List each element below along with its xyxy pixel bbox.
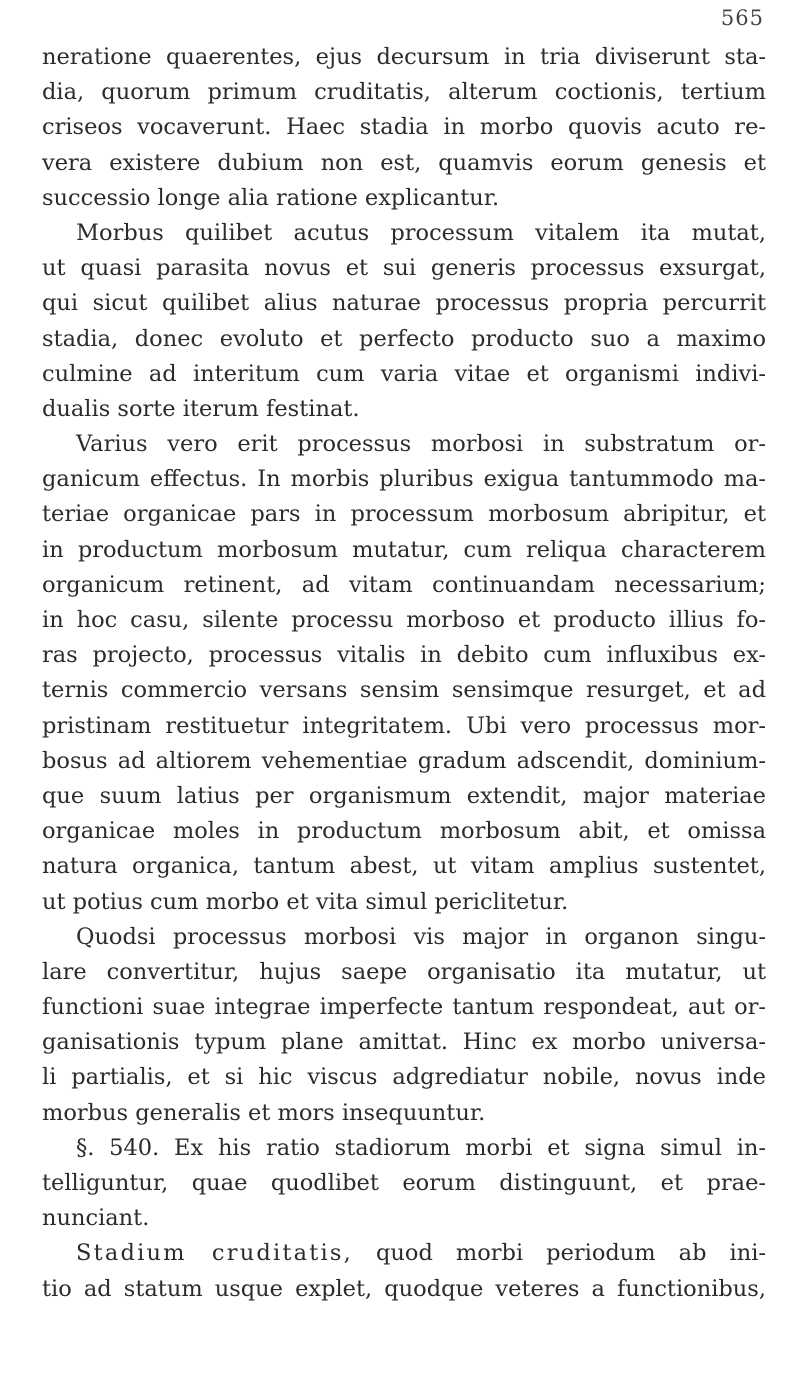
text-line: telliguntur, quae quodlibet eorum distinguunt, et prae- — [42, 1170, 766, 1196]
text-line: organicum retinent, ad vitam continuandam necessarium; — [42, 571, 766, 598]
text-line: que suum latius per organismum extendit, major materiae — [42, 782, 766, 809]
text-line: ras projecto, processus vitalis in debito cum influxibus ex- — [42, 642, 766, 669]
text-line: ternis commercio versans sensim sensimque resurget, et ad — [42, 677, 766, 704]
text-line: ut quasi parasita novus et sui generis processus exsurgat, — [42, 255, 766, 282]
text-line: pristinam restituetur integritatem. Ubi vero processus mor- — [42, 712, 766, 739]
paragraph-start-line: Quodsi processus morbosi vis major in organon singu- — [76, 923, 766, 950]
text-line: in productum morbosum mutatur, cum reliqua characterem — [42, 536, 766, 563]
text-line: bosus ad altiorem vehementiae gradum adscendit, dominium- — [42, 747, 766, 774]
body-text — [42, 40, 766, 1307]
text-line: culmine ad interitum cum varia vitae et organismi indivi- — [42, 360, 766, 387]
text-line: dia, quorum primum cruditatis, alterum coctionis, tertium — [42, 79, 766, 106]
text-run: quod morbi periodum ab ini- — [352, 1240, 767, 1267]
text-line: organicae moles in productum morbosum abit, et omissa — [42, 818, 766, 845]
text-line: lare convertitur, hujus saepe organisatio ita mutatur, ut — [42, 958, 766, 985]
text-line: li partialis, et si hic viscus adgrediatur nobile, novus inde — [42, 1064, 766, 1091]
text-line: vera existere dubium non est, quamvis eorum genesis et — [42, 149, 766, 176]
text-line: dualis sorte iterum festinat. — [42, 395, 360, 422]
text-line: stadia, donec evoluto et perfecto producto suo a maximo — [42, 325, 766, 352]
section-heading-line: §. 540. Ex his ratio stadiorum morbi et signa simul in- — [76, 1134, 766, 1161]
paragraph-start-line: Morbus quilibet acutus processum vitalem ita mutat, — [76, 219, 766, 246]
text-line: natura organica, tantum abest, ut vitam amplius sustentet, — [42, 853, 766, 880]
text-line: tio ad statum usque explet, quodque veteres a functionibus, — [42, 1275, 766, 1302]
text-line: ganicum effectus. In morbis pluribus exigua tantummodo ma- — [42, 466, 766, 493]
text-line: ganisationis typum plane amittat. Hinc ex morbo universa- — [42, 1029, 766, 1056]
text-line: successio longe alia ratione explicantur. — [42, 184, 500, 211]
paragraph-start-line — [42, 1236, 766, 1271]
page-number: 565 — [720, 6, 764, 30]
text-line: in hoc casu, silente processu morboso et producto illius fo- — [42, 607, 766, 633]
text-line: qui sicut quilibet alius naturae processus propria percurrit — [42, 290, 766, 317]
text-line: teriae organicae pars in processum morbosum abripitur, et — [42, 501, 766, 528]
text-line: ut potius cum morbo et vita simul periclitetur. — [42, 888, 569, 915]
text-line: nunciant. — [42, 1205, 150, 1232]
paragraph-start-line: Varius vero erit processus morbosi in substratum or- — [76, 431, 766, 458]
text-line: criseos vocaverunt. Haec stadia in morbo quovis acuto re- — [42, 114, 766, 141]
text-line: functioni suae integrae imperfecte tantum respondeat, aut or- — [42, 994, 766, 1021]
text-line: neratione quaerentes, ejus decursum in tria diviserunt sta- — [42, 44, 766, 70]
text-line: morbus generalis et mors insequuntur. — [42, 1099, 486, 1126]
spaced-term: Stadium cruditatis, — [76, 1240, 353, 1267]
